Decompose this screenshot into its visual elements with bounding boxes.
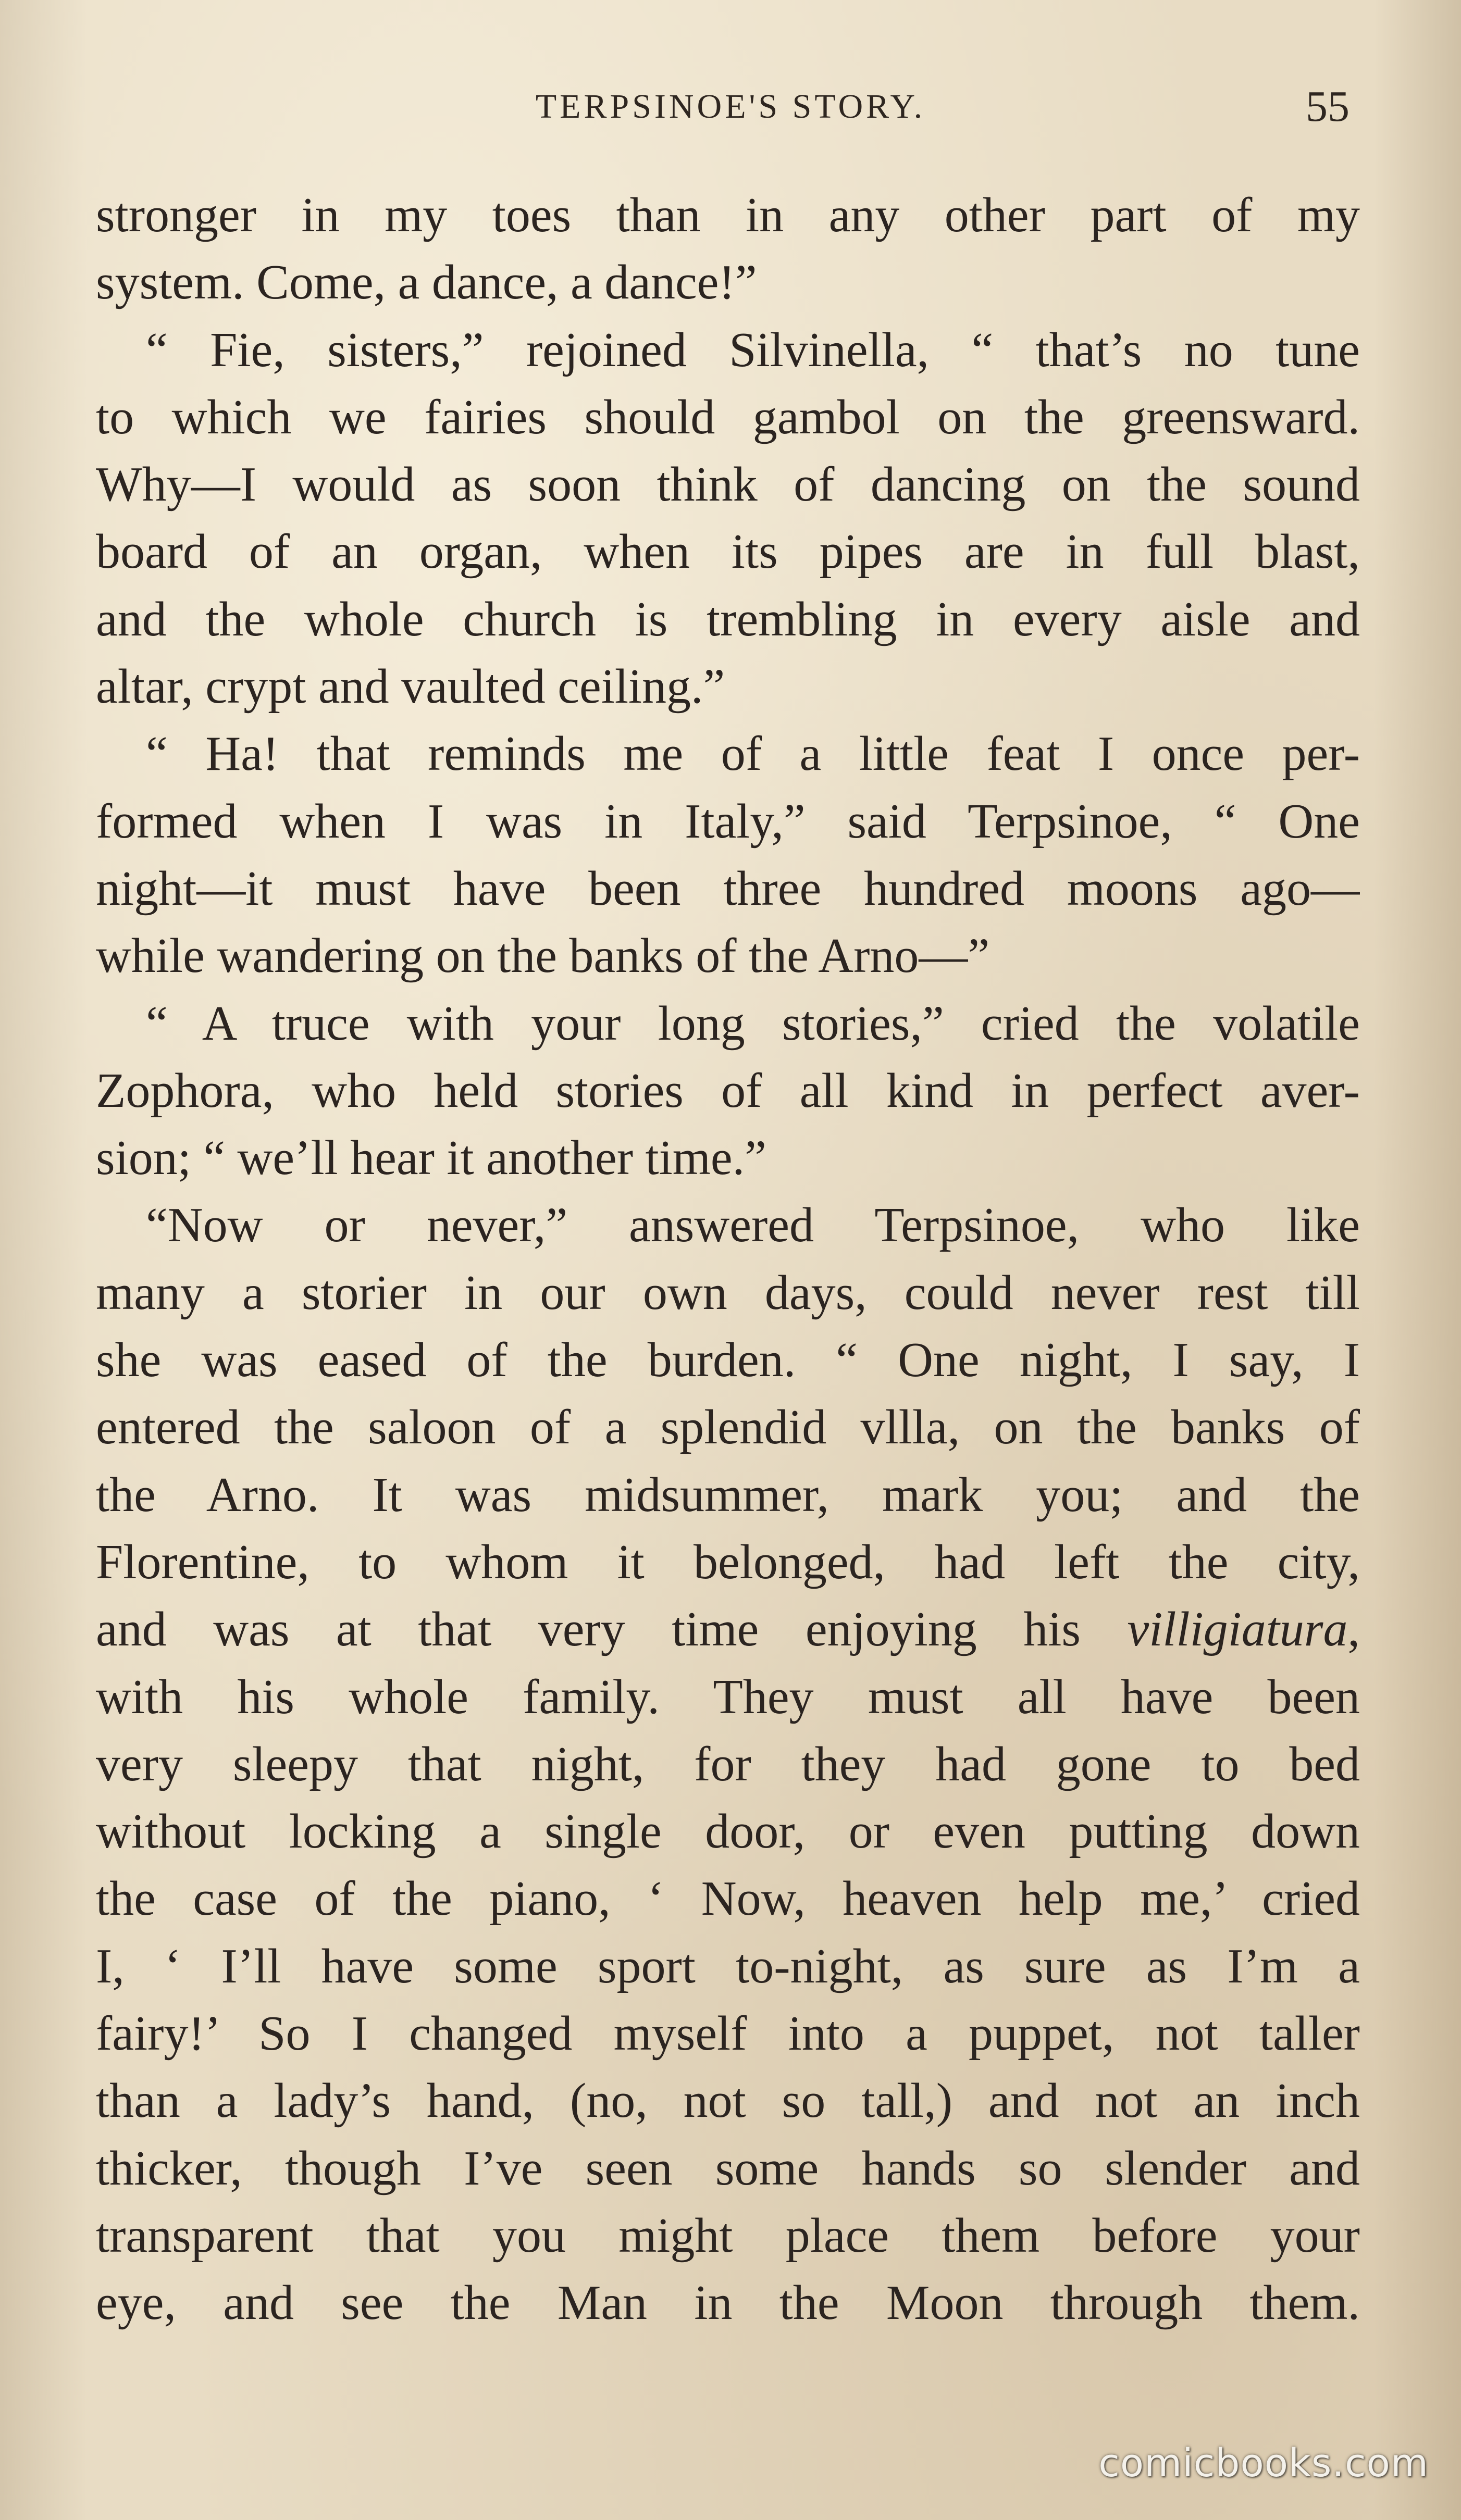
text-line: thicker, though I’ve seen some hands so slender and bbox=[96, 2141, 1360, 2195]
text-line: entered the saloon of a splendid vllla, on the banks of bbox=[96, 1400, 1360, 1455]
text-line: “Now or never,” answered Terpsinoe, who like bbox=[146, 1198, 1360, 1253]
text-line: very sleepy that night, for they had gone to bed bbox=[96, 1737, 1360, 1791]
page-number: 55 bbox=[1306, 82, 1349, 131]
watermark: comicbooks.com bbox=[1098, 2441, 1429, 2486]
text-line: with his whole family. They must all have been bbox=[96, 1669, 1360, 1724]
text-line: transparent that you might place them before your bbox=[96, 2208, 1360, 2263]
text-segment: and was at that very time enjoying his bbox=[96, 1602, 1128, 1657]
text-line: “ A truce with your long stories,” cried the volatile bbox=[146, 996, 1360, 1051]
text-line: “ Fie, sisters,” rejoined Silvinella, “ that’s no tune bbox=[146, 322, 1360, 377]
running-head bbox=[0, 78, 1461, 135]
text-line: altar, crypt and vaulted ceiling.” bbox=[96, 659, 725, 714]
running-title: TERPSINOE'S STORY. bbox=[535, 88, 926, 126]
text-line: without locking a single door, or even putting down bbox=[96, 1804, 1360, 1859]
text-line: than a lady’s hand, (no, not so tall,) and not an inch bbox=[96, 2074, 1360, 2128]
text-line: I, ‘ I’ll have some sport to-night, as sure as I’m a bbox=[96, 1939, 1360, 1993]
text-line: Zophora, who held stories of all kind in perfect aver- bbox=[96, 1063, 1360, 1118]
text-line: formed when I was in Italy,” said Terpsinoe, “ One bbox=[96, 794, 1360, 849]
text-line: “ Ha! that reminds me of a little feat I once per- bbox=[146, 727, 1360, 781]
text-line: and the whole church is trembling in every aisle and bbox=[96, 592, 1360, 646]
text-line: eye, and see the Man in the Moon through them. bbox=[96, 2276, 1360, 2330]
text-line: sion; “ we’ll hear it another time.” bbox=[96, 1131, 766, 1186]
text-line: to which we fairies should gambol on the greensward. bbox=[96, 390, 1360, 444]
text-line: she was eased of the burden. “ One night, I say, I bbox=[96, 1333, 1360, 1388]
italic-phrase: villigiatura bbox=[1127, 1602, 1348, 1657]
text-line: board of an organ, when its pipes are in full blast, bbox=[96, 525, 1360, 579]
text-line-with-italic bbox=[96, 1596, 1360, 1663]
text-line: stronger in my toes than in any other part of my bbox=[96, 188, 1360, 242]
text-line: night—it must have been three hundred moons ago— bbox=[96, 861, 1360, 916]
text-line: Why—I would as soon think of dancing on the sound bbox=[96, 457, 1360, 512]
body-text bbox=[96, 182, 1360, 2337]
text-line: the case of the piano, ‘ Now, heaven help me,’ cried bbox=[96, 1872, 1360, 1926]
text-segment: , bbox=[1347, 1602, 1360, 1657]
text-line: Florentine, to whom it belonged, had left the city, bbox=[96, 1535, 1360, 1589]
text-line: system. Come, a dance, a dance!” bbox=[96, 255, 757, 310]
text-line: many a storier in our own days, could never rest till bbox=[96, 1265, 1360, 1320]
text-line: while wandering on the banks of the Arno—” bbox=[96, 929, 990, 983]
text-line: the Arno. It was midsummer, mark you; and the bbox=[96, 1467, 1360, 1522]
text-line: fairy!’ So I changed myself into a puppet, not taller bbox=[96, 2006, 1360, 2061]
